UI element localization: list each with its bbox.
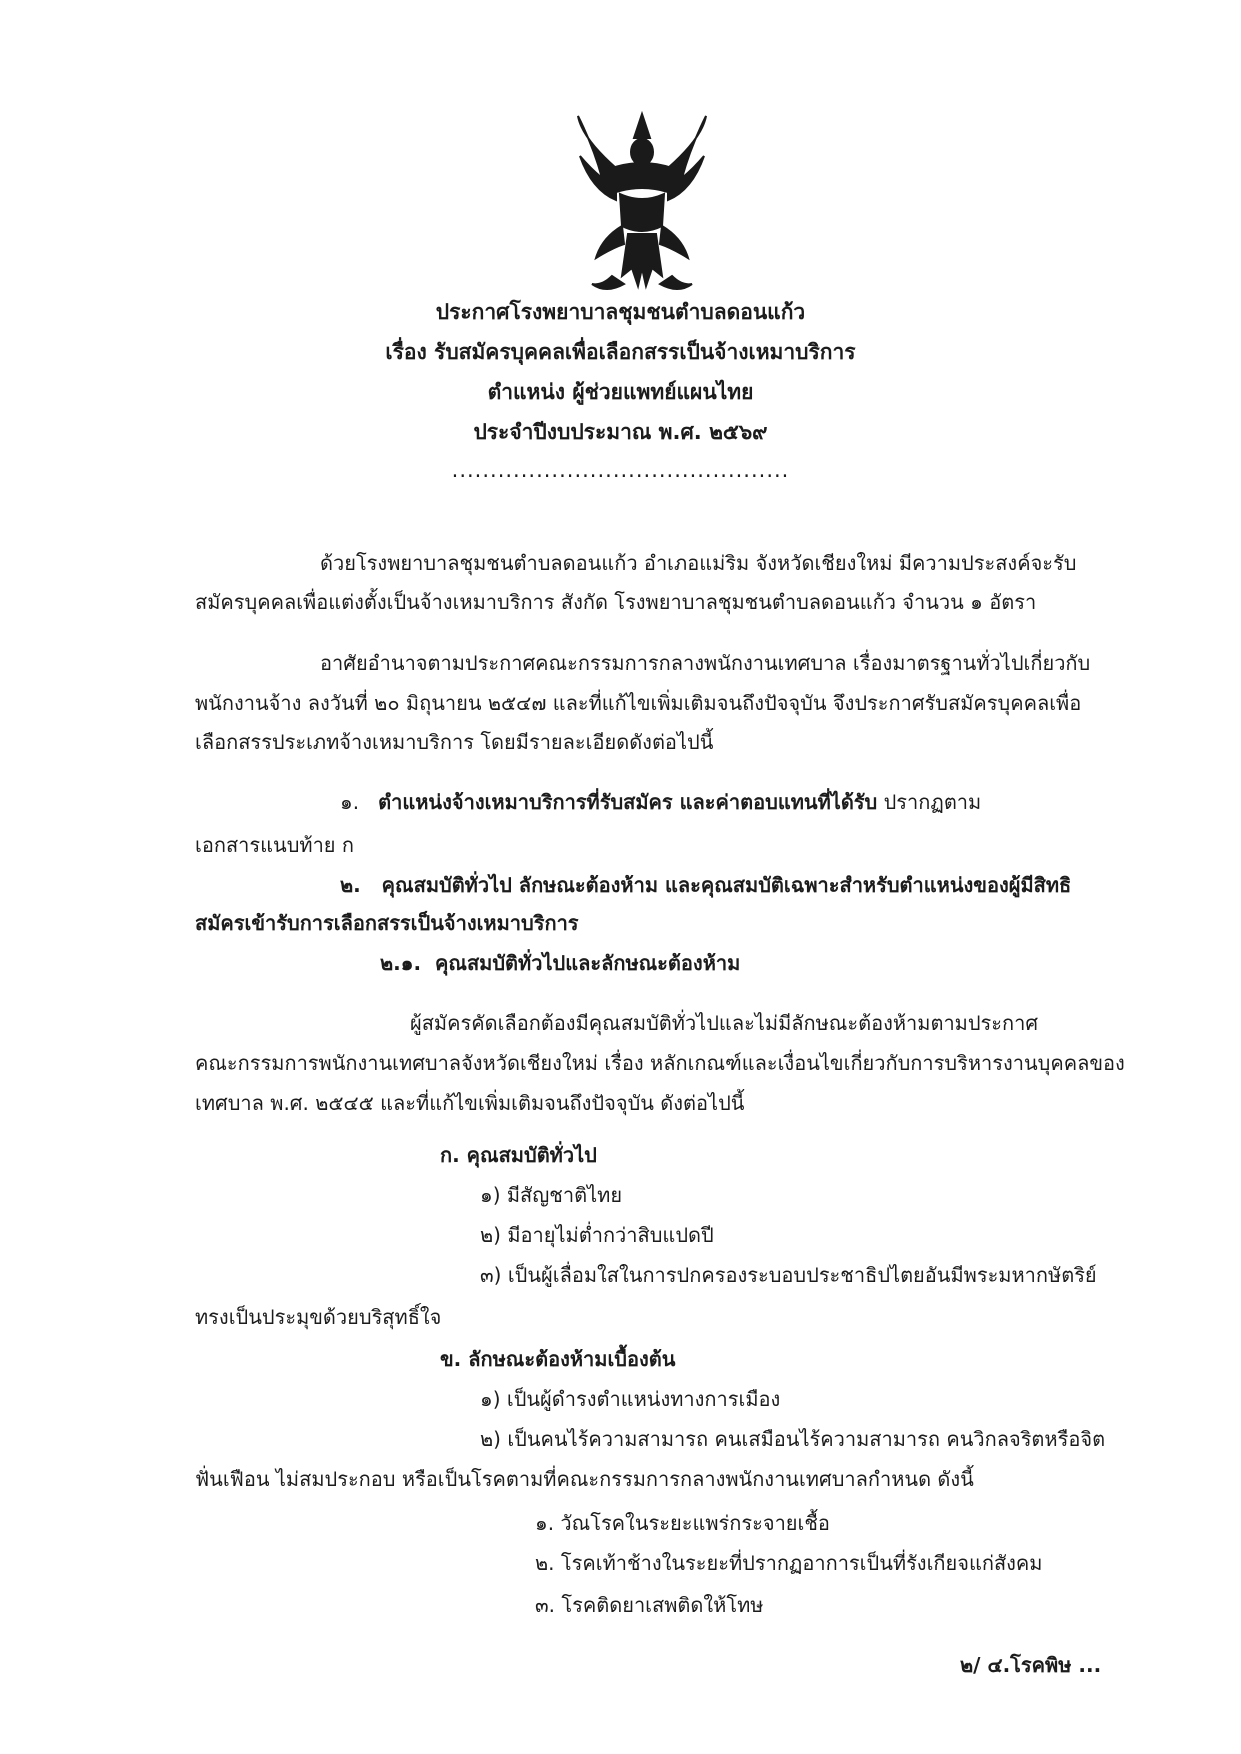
item1-number: ๑. (340, 790, 360, 814)
item1-line2: เอกสารแนบท้าย ก (195, 833, 354, 857)
para3-line3: เทศบาล พ.ศ. ๒๕๔๕ และที่แก้ไขเพิ่มเติมจนถึงปัจจุบัน ดังต่อไปนี้ (195, 1091, 745, 1115)
disease-item3: ๓. โรคติดยาเสพติดให้โทษ (535, 1593, 764, 1617)
section-a-title: ก. คุณสมบัติทั่วไป (440, 1143, 597, 1167)
section-a-item3: ๓) เป็นผู้เลื่อมใสในการปกครองระบอบประชาธิปไตยอันมีพระมหากษัตริย์ (480, 1263, 1097, 1287)
section-b-item1: ๑) เป็นผู้ดำรงตำแหน่งทางการเมือง (480, 1387, 781, 1411)
disease-item2: ๒. โรคเท้าช้างในระยะที่ปรากฏอาการเป็นที่รังเกียจแก่สังคม (535, 1551, 1043, 1575)
item21-title: คุณสมบัติทั่วไปและลักษณะต้องห้าม (435, 951, 741, 975)
section-a-item1: ๑) มีสัญชาติไทย (480, 1183, 623, 1207)
subject-line: เรื่อง รับสมัครบุคคลเพื่อเลือกสรรเป็นจ้างเหมาบริการ (385, 340, 856, 364)
position-line: ตำแหน่ง ผู้ช่วยแพทย์แผนไทย (487, 380, 754, 404)
separator-dots: ............................................ (451, 458, 790, 482)
item1-heading: ตำแหน่งจ้างเหมาบริการที่รับสมัคร และค่าตอบแทนที่ได้รับ (378, 790, 878, 814)
para2-line1: อาศัยอำนาจตามประกาศคณะกรรมการกลางพนักงานเทศบาล เรื่องมาตรฐานทั่วไปเกี่ยวกับ (320, 651, 1091, 675)
section-b-title: ข. ลักษณะต้องห้ามเบื้องต้น (440, 1347, 676, 1371)
item21-heading (380, 948, 740, 978)
section-a-item2: ๒) มีอายุไม่ต่ำกว่าสิบแปดปี (480, 1223, 714, 1247)
item2-line1 (340, 870, 1071, 900)
item21-number: ๒.๑. (380, 951, 422, 975)
item2-heading: คุณสมบัติทั่วไป ลักษณะต้องห้าม และคุณสมบัติเฉพาะสำหรับตำแหน่งของผู้มีสิทธิ (381, 873, 1072, 897)
budget-year-line: ประจำปีงบประมาณ พ.ศ. ๒๕๖๙ (473, 420, 768, 444)
next-page-marker: ๒/ ๔.โรคพิษ ... (960, 1653, 1102, 1677)
section-a-item3-cont: ทรงเป็นประมุขด้วยบริสุทธิ์ใจ (195, 1305, 442, 1329)
announcement-title: ประกาศโรงพยาบาลชุมชนตำบลดอนแก้ว (435, 300, 806, 324)
disease-item1: ๑. วัณโรคในระยะแพร่กระจายเชื้อ (535, 1511, 830, 1535)
para1-line1: ด้วยโรงพยาบาลชุมชนตำบลดอนแก้ว อำเภอแม่ริม จังหวัดเชียงใหม่ มีความประสงค์จะรับ (320, 551, 1077, 575)
para3-line1: ผู้สมัครคัดเลือกต้องมีคุณสมบัติทั่วไปและไม่มีลักษณะต้องห้ามตามประกาศ (410, 1011, 1039, 1035)
para2-line3: เลือกสรรประเภทจ้างเหมาบริการ โดยมีรายละเอียดดังต่อไปนี้ (195, 730, 714, 754)
section-b-item2-cont: ฟั่นเฟือน ไม่สมประกอบ หรือเป็นโรคตามที่คณะกรรมการกลางพนักงานเทศบาลกำหนด ดังนี้ (195, 1467, 974, 1491)
item2-number: ๒. (340, 873, 361, 897)
item1-line1 (340, 787, 981, 817)
item2-line2: สมัครเข้ารับการเลือกสรรเป็นจ้างเหมาบริการ (195, 911, 579, 935)
para2-line2: พนักงานจ้าง ลงวันที่ ๒๐ มิถุนายน ๒๕๔๗ และที่แก้ไขเพิ่มเติมจนถึงปัจจุบัน จึงประกาศรับสมัครบุคคลเพื่อ (195, 691, 1082, 715)
item1-rest: ปรากฏตาม (877, 790, 982, 814)
garuda-emblem (572, 108, 712, 308)
section-b-item2: ๒) เป็นคนไร้ความสามารถ คนเสมือนไร้ความสามารถ คนวิกลจริตหรือจิต (480, 1427, 1106, 1451)
para1-line2: สมัครบุคคลเพื่อแต่งตั้งเป็นจ้างเหมาบริการ สังกัด โรงพยาบาลชุมชนตำบลดอนแก้ว จำนวน ๑ อัตรา (195, 590, 1037, 614)
para3-line2: คณะกรรมการพนักงานเทศบาลจังหวัดเชียงใหม่ เรื่อง หลักเกณฑ์และเงื่อนไขเกี่ยวกับการบริหารงานบุคคลของ (195, 1051, 1125, 1075)
